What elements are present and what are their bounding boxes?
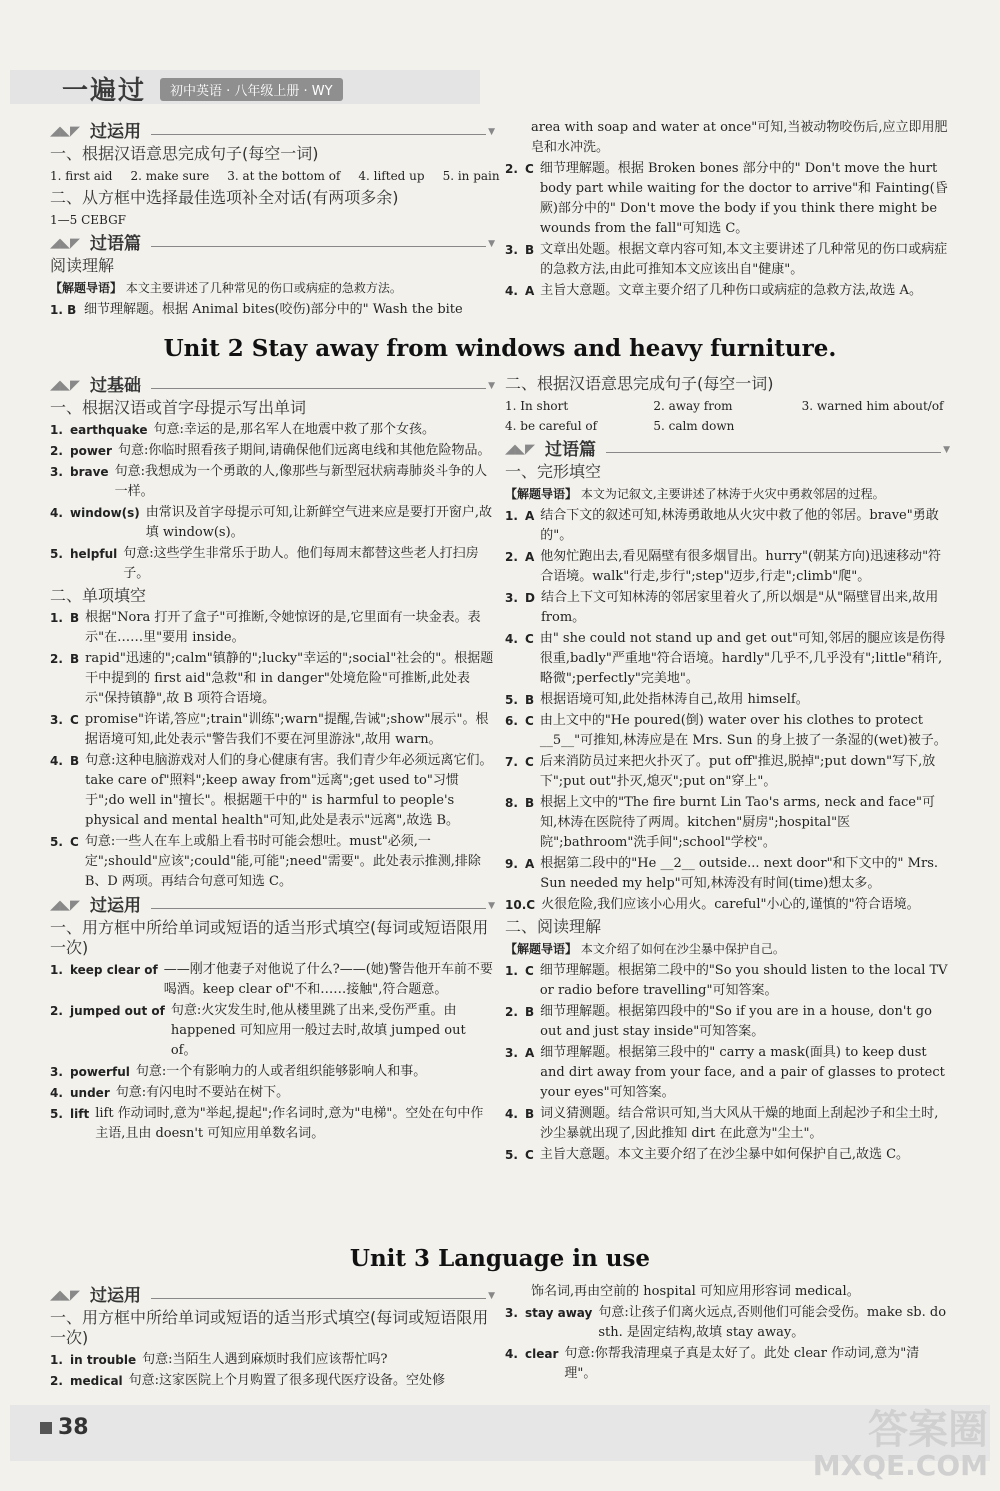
question-item: 2. jumped out of 句意:火灾发生时,他从楼里跳了出来,受伤严重。由 happened 可知应用一般过去时,故填 jumped out of。 — [50, 1003, 466, 1058]
book-tag: 初中英语 · 八年级上册 · WY — [160, 78, 343, 101]
guide-note: 【解题导语】 本文主要讲述了几种常见的伤口或病症的急救方法。 — [50, 281, 402, 295]
question-item: 2. B 细节理解题。根据第四段中的"So if you are in a house, don't go out and just stay inside"可知答案。 — [505, 1004, 932, 1039]
question-list — [505, 506, 950, 915]
question-item: 饰名词,再由空前的 hospital 可知应用形容词 medical。 — [531, 1284, 860, 1299]
question-item: 3. D 结合上下文可知林涛的邻居家里着火了,所以烟是"从"隔壁冒出来,故用 from。 — [505, 590, 939, 625]
question-item: 1. C 细节理解题。根据第二段中的"So you should listen to the local TV or radio before travelling"可知答案。 — [505, 963, 948, 998]
question-item: 5. B 根据语境可知,此处指林涛自己,故用 himself。 — [505, 692, 809, 707]
question-item: 2. B rapid"迅速的";calm"镇静的";lucky"幸运的";social"社会的"。根据题干中提到的 first aid"急救"和 in danger"处境危险"可推断,此处表示"保持镇静",故 B 项符合语境。 — [50, 651, 494, 706]
subsection-title: 二、单项填空 — [50, 586, 147, 605]
answer-row: 1. first aid 2. make sure 3. at the bottom of 4. lifted up 5. in pain — [50, 169, 500, 183]
question-item: 9. A 根据第二段中的"He __2__ outside... next door"和下文中的" Mrs. Sun needed my help"可知,林涛没有时间(time)想太多。 — [505, 856, 939, 891]
subsection-title: 一、用方框中所给单词或短语的适当形式填空(每词或短语限用一次) — [50, 918, 489, 957]
question-item: 4. clear 句意:你帮我清理桌子真是太好了。此处 clear 作动词,意为"清理"。 — [505, 1346, 920, 1381]
subsection-title: 二、阅读理解 — [505, 917, 602, 936]
question-item: 5. C 主旨大意题。本文主要介绍了在沙尘暴中如何保护自己,故选 C。 — [505, 1147, 910, 1162]
question-item: 3. brave 句意:我想成为一个勇敢的人,像那些与新型冠状病毒肺炎斗争的人一样。 — [50, 464, 488, 499]
question-item: 2. medical 句意:这家医院上个月购置了很多现代医疗设备。空处修 — [50, 1373, 446, 1388]
question-item: 7. C 后来消防员过来把火扑灭了。put off"推迟,脱掉";put down"写下,放下";put out"扑灭,熄灭";put on"穿上"。 — [505, 754, 936, 789]
page-header — [0, 0, 1000, 115]
section-heading: ◢◣◤ 过语篇 ▼ — [505, 440, 950, 460]
question-item: 6. C 由上文中的"He poured(倒) water over his clothes to protect __5__"可推知,林涛应是在 Mrs. Sun 的身上披了一条湿的(wet)被子。 — [505, 713, 947, 748]
subsection-title: 一、用方框中所给单词或短语的适当形式填空(每词或短语限用一次) — [50, 1308, 489, 1347]
answer-row: 1. In short 2. away from 3. warned him about/of — [505, 399, 944, 413]
question-list — [50, 608, 495, 892]
question-item: 1. B 根据"Nora 打开了盒子"可推断,令她惊讶的是,它里面有一块金表。表示"在……里"要用 inside。 — [50, 610, 481, 645]
answer-line: 1—5 CEBGF — [50, 213, 126, 227]
question-item: 4. A 主旨大意题。文章主要介绍了几种伤口或病症的急救方法,故选 A。 — [505, 283, 922, 298]
question-list — [505, 961, 950, 1165]
question-item: 2. C 细节理解题。根据 Broken bones 部分中的" Don't move the hurt body part while waiting for the doctor to arrive"和 Fainting(昏厥)部分中的" Don't move the body if you think there might be wounds from the fall"可知选 C。 — [505, 161, 948, 236]
subsection-title: 一、根据汉语或首字母提示写出单词 — [50, 398, 307, 417]
question-list — [50, 960, 495, 1144]
question-item: 2. A 他匆忙跑出去,看见隔壁有很多烟冒出。hurry"(朝某方向)迅速移动"符合语境。walk"行走,步行";step"迈步,行走";climb"爬"。 — [505, 549, 942, 584]
section-heading: ◢◣◤ 过基础 ▼ — [50, 376, 495, 396]
question-item: 1. B 细节理解题。根据 Animal bites(咬伤)部分中的" Wash the bite — [50, 302, 463, 317]
question-item: 10. C 火很危险,我们应该小心用火。careful"小心的,谨慎的"符合语境。 — [505, 897, 920, 912]
section-heading: ◢◣◤ 过运用 ▼ — [50, 122, 495, 142]
question-item: 5. lift lift 作动词时,意为"举起,提起";作名词时,意为"电梯"。空处在句中作主语,且由 doesn't 可知应用单数名词。 — [50, 1106, 484, 1141]
page-number: 38 — [58, 1415, 89, 1440]
unit3-right-column — [505, 1282, 950, 1385]
question-item: 4. window(s) 由常识及首字母提示可知,让新鲜空气进来应是要打开窗户,故填 window(s)。 — [50, 505, 493, 540]
question-item: 1. A 结合下文的叙述可知,林涛勇敢地从火灾中救了他的邻居。brave"勇敢的"。 — [505, 508, 939, 543]
unit3-left-column — [50, 1282, 495, 1392]
answer-row: 4. be careful of 5. calm down — [505, 419, 735, 433]
question-item: 1. keep clear of ——刚才他妻子对他说了什么?——(她)警告他开车前不要喝酒。keep clear of"不和……接触",符合题意。 — [50, 962, 493, 997]
unit2-title: Unit 2 Stay away from windows and heavy furniture. — [163, 335, 837, 362]
question-item: 1. earthquake 句意:幸运的是,那名军人在地震中救了那个女孩。 — [50, 422, 435, 437]
question-item: 5. helpful 句意:这些学生非常乐于助人。他们每周末都替这些老人打扫房子。 — [50, 546, 479, 581]
book-logo: 一遍过 — [62, 76, 147, 106]
subsection-title: 阅读理解 — [50, 256, 115, 275]
question-list — [50, 420, 495, 584]
watermark: 答案圈 MXQE.COM — [812, 1407, 988, 1482]
question-item: 3. B 文章出处题。根据文章内容可知,本文主要讲述了几种常见的伤口或病症的急救方法,由此可推知本文应该出自"健康"。 — [505, 242, 948, 277]
question-item: 4. C 由" she could not stand up and get out"可知,邻居的腿应该是伤得很重,badly"严重地"符合语境。hardly"几乎不,几乎没有";little"稍许,略微";perfectly"完美地"。 — [505, 631, 946, 686]
subsection-title: 一、完形填空 — [505, 462, 602, 481]
question-item: 5. C 句意:一些人在车上或船上看书时可能会想吐。must"必须,一定";should"应该";could"能,可能";need"需要"。此处表示推测,排除 B、D 两项。再结合句意可知选 C。 — [50, 834, 481, 889]
page-marker — [40, 1422, 52, 1434]
guide-note: 【解题导语】 本文介绍了如何在沙尘暴中保护自己。 — [505, 942, 785, 956]
unit3-title: Unit 3 Language in use — [349, 1245, 651, 1272]
subsection-title: 二、根据汉语意思完成句子(每空一词) — [505, 374, 774, 393]
question-item: 3. powerful 句意:一个有影响力的人或者组织能够影响人和事。 — [50, 1064, 427, 1079]
subsection-title: 二、从方框中选择最佳选项补全对话(有两项多余) — [50, 188, 399, 207]
unit1-left-column — [50, 118, 500, 321]
question-item: 3. stay away 句意:让孩子们离火远点,否则他们可能会受伤。make sb. do sth. 是固定结构,故填 stay away。 — [505, 1305, 947, 1340]
question-list — [50, 1350, 495, 1391]
section-heading: ◢◣◤ 过运用 ▼ — [50, 1286, 495, 1306]
question-item: 4. under 句意:有闪电时不要站在树下。 — [50, 1085, 290, 1100]
question-item: 3. C promise"许诺,答应";train"训练";warn"提醒,告诫";show"展示"。根据语境可知,此处表示"警告我们不要在河里游泳",故用 warn。 — [50, 712, 489, 747]
question-item: 3. A 细节理解题。根据第三段中的" carry a mask(面具) to keep dust and dirt away from your face, and a pair of glasses to protect your eyes"可知答案。 — [505, 1045, 945, 1100]
section-heading: ◢◣◤ 过运用 ▼ — [50, 896, 495, 916]
unit1-right-column — [505, 118, 950, 302]
question-item: 1. in trouble 句意:当陌生人遇到麻烦时我们应该帮忙吗? — [50, 1352, 388, 1367]
question-item: 4. B 词义猜测题。结合常识可知,当大风从干燥的地面上刮起沙子和尘土时,沙尘暴就出现了,因此推知 dirt 在此意为"尘土"。 — [505, 1106, 939, 1141]
question-item: 2. power 句意:你临时照看孩子期间,请确保他们远离电线和其他危险物品。 — [50, 443, 491, 458]
section-icon: ◢◣◤ — [50, 124, 80, 139]
question-item: area with soap and water at once"可知,当被动物咬伤后,应立即用肥皂和水冲洗。 — [531, 120, 948, 155]
unit2-right-column — [505, 372, 950, 1166]
unit2-left-column — [50, 372, 495, 1145]
question-item: 8. B 根据上文中的"The fire burnt Lin Tao's arms, neck and face"可知,林涛在医院待了两周。kitchen"厨房";hospital"医院";bathroom"洗手间";school"学校"。 — [505, 795, 935, 850]
question-item: 4. B 句意:这种电脑游戏对人们的身心健康有害。我们青少年必须远离它们。take care of"照料";keep away from"远离";get used to"习惯于";do well in"擅长"。根据题干中的" is harmful to people's physical and mental health"可知,此处是表示"远离",故选 B。 — [50, 753, 493, 828]
section-heading: ◢◣◤ 过语篇 ▼ — [50, 234, 495, 254]
subsection-title: 一、根据汉语意思完成句子(每空一词) — [50, 144, 319, 163]
guide-note: 【解题导语】 本文为记叙文,主要讲述了林涛于火灾中勇救邻居的过程。 — [505, 487, 885, 501]
